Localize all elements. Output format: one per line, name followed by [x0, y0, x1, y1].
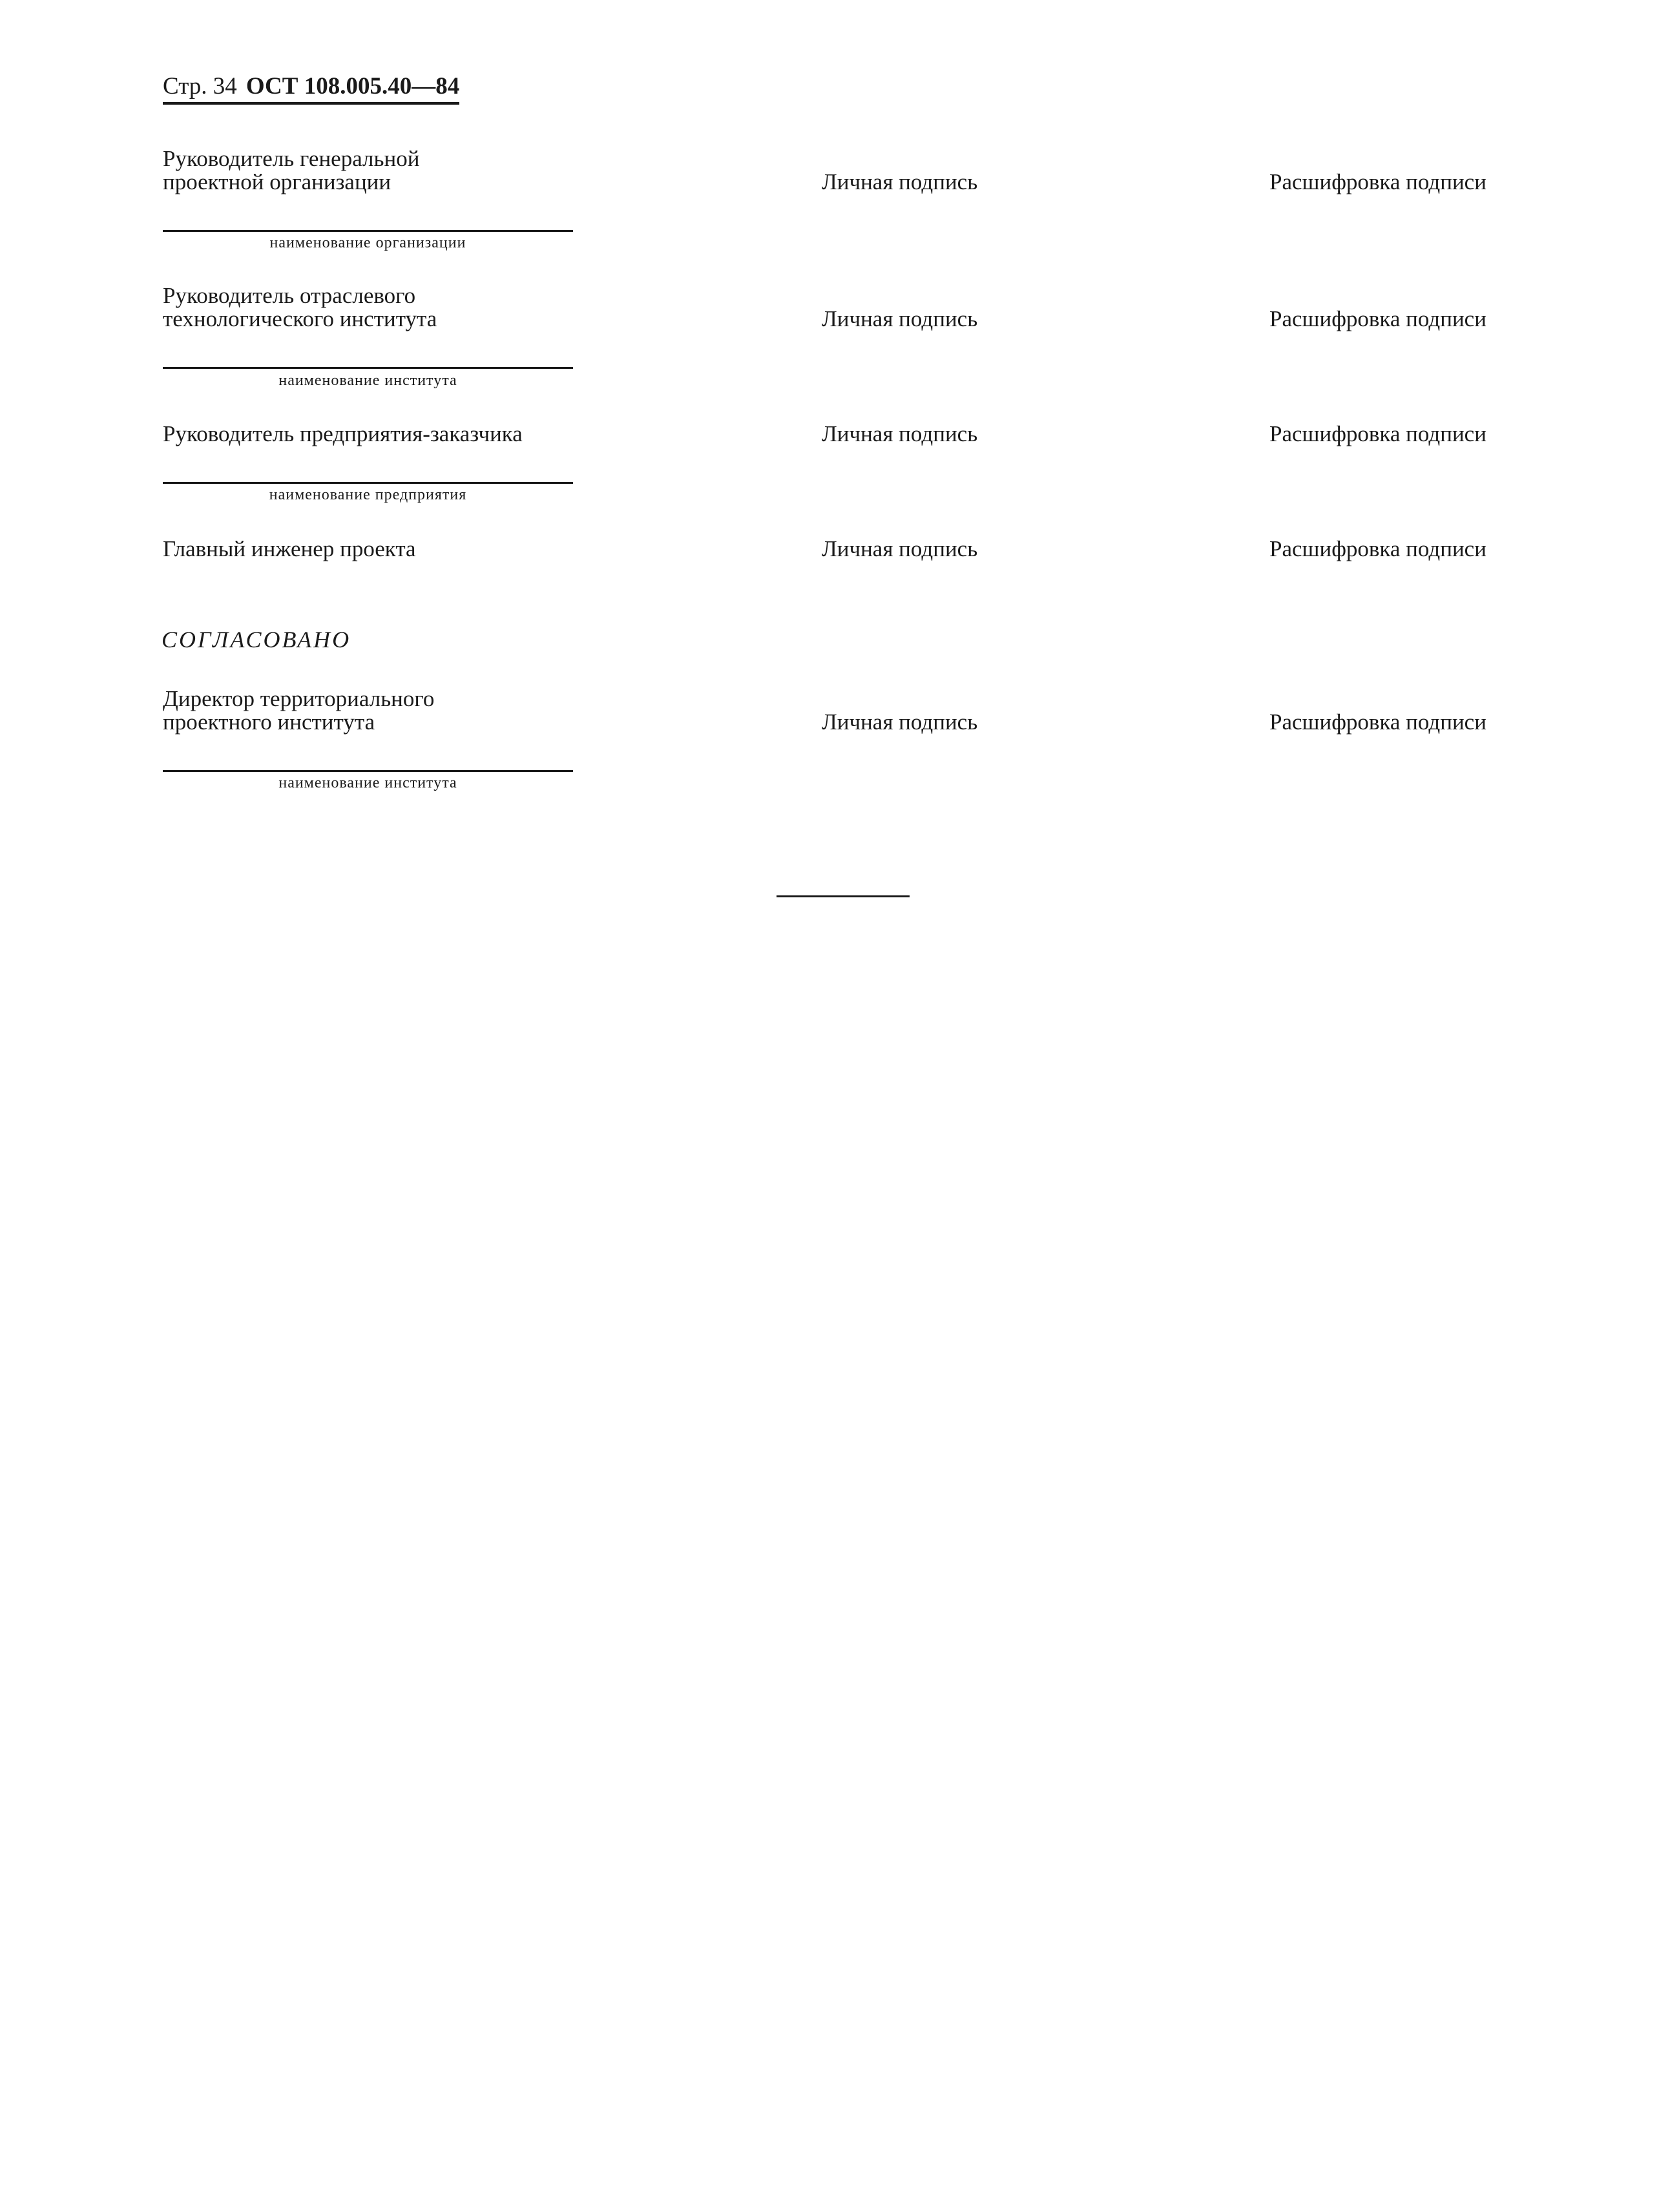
signature-line-5 [163, 770, 573, 772]
signature-decoding-3: Расшифровка подписи [1269, 421, 1486, 446]
signature-label-4: Личная подпись [822, 536, 978, 561]
page-number: Стр. 34 [163, 73, 237, 99]
signature-decoding-4: Расшифровка подписи [1269, 536, 1486, 561]
role-customer-head: Руководитель предприятия-заказчика [163, 421, 523, 446]
signature-label-2: Личная подпись [822, 306, 978, 331]
signature-line-3 [163, 482, 573, 484]
signature-decoding-2: Расшифровка подписи [1269, 306, 1486, 331]
caption-territorial-institute-name: наименование института [278, 775, 457, 791]
signature-decoding-1: Расшифровка подписи [1269, 169, 1486, 194]
signature-label-1: Личная подпись [822, 169, 978, 194]
end-of-page-rule [777, 895, 910, 897]
role-chief-engineer: Главный инженер проекта [163, 536, 416, 561]
caption-organization-name: наименование организации [269, 235, 466, 251]
role-general-design-head: Руководитель генеральной проектной организации [163, 146, 420, 194]
signature-line-2 [163, 367, 573, 369]
caption-institute-name: наименование института [278, 372, 457, 389]
signature-label-3: Личная подпись [822, 421, 978, 446]
signature-line-1 [163, 230, 573, 232]
page-header [163, 72, 459, 105]
role-territorial-director: Директор территориального проектного института [163, 686, 435, 735]
standard-designation: ОСТ 108.005.40—84 [245, 73, 460, 99]
agreed-heading: СОГЛАСОВАНО [162, 627, 351, 652]
signature-label-5: Личная подпись [822, 709, 978, 735]
caption-enterprise-name: наименование предприятия [269, 486, 467, 503]
signature-decoding-5: Расшифровка подписи [1269, 709, 1486, 735]
role-institute-head: Руководитель отраслевого технологического института [163, 283, 437, 331]
